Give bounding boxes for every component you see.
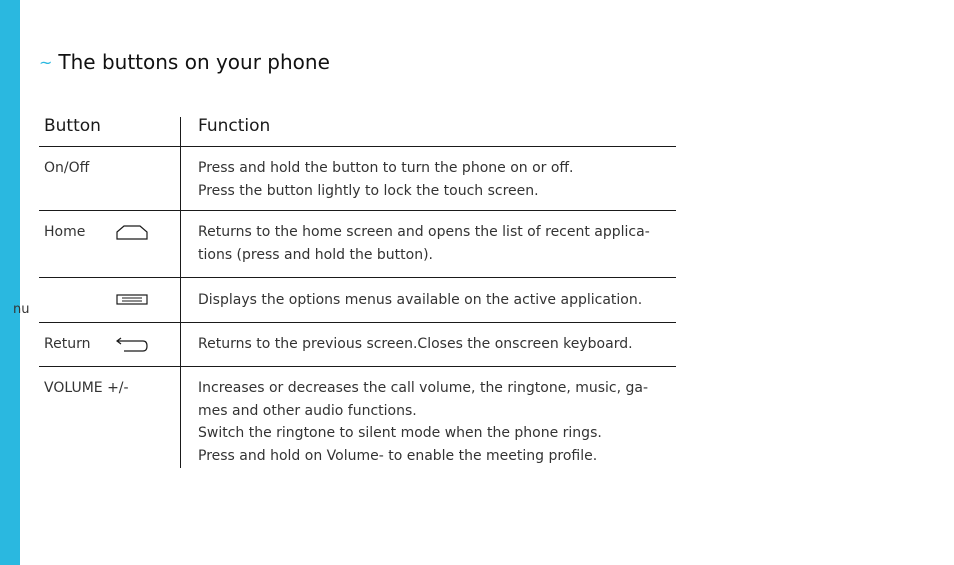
- button-name: VOLUME +/-: [44, 380, 129, 396]
- header-button: Button: [44, 116, 101, 136]
- table-row: [39, 147, 676, 211]
- table-header-row: [39, 117, 676, 147]
- side-menu-label: nu: [13, 302, 30, 317]
- return-icon: [116, 337, 149, 353]
- button-name: On/Off: [44, 160, 90, 176]
- section-heading: [39, 47, 330, 77]
- function-text: Press and hold the button to turn the phone on or off. Press the button lightly to lock the touch screen.: [198, 160, 574, 199]
- side-accent-bar: [0, 0, 20, 565]
- table-row: [39, 278, 676, 323]
- function-text: Returns to the previous screen.Closes the onscreen keyboard.: [198, 336, 633, 352]
- menu-icon: [116, 294, 149, 305]
- page-title: The buttons on your phone: [58, 50, 330, 74]
- home-icon: [116, 225, 149, 241]
- button-name: Return: [44, 336, 91, 352]
- button-name: Home: [44, 224, 86, 240]
- function-text: Displays the options menus available on the active application.: [198, 292, 643, 308]
- function-text: Returns to the home screen and opens the list of recent applica- tions (press and hold the button).: [198, 224, 650, 263]
- tilde-bullet-icon: ~: [39, 52, 53, 72]
- table-row: [39, 211, 676, 278]
- table-row: [39, 367, 676, 473]
- table-row: [39, 323, 676, 367]
- buttons-table: [39, 117, 676, 473]
- function-text: Increases or decreases the call volume, the ringtone, music, ga- mes and other audio functions. Switch the ringtone to silent mode when the phone rings. Press and hold on Volume- to enable the meeting profile.: [198, 380, 649, 464]
- header-function: Function: [198, 116, 271, 136]
